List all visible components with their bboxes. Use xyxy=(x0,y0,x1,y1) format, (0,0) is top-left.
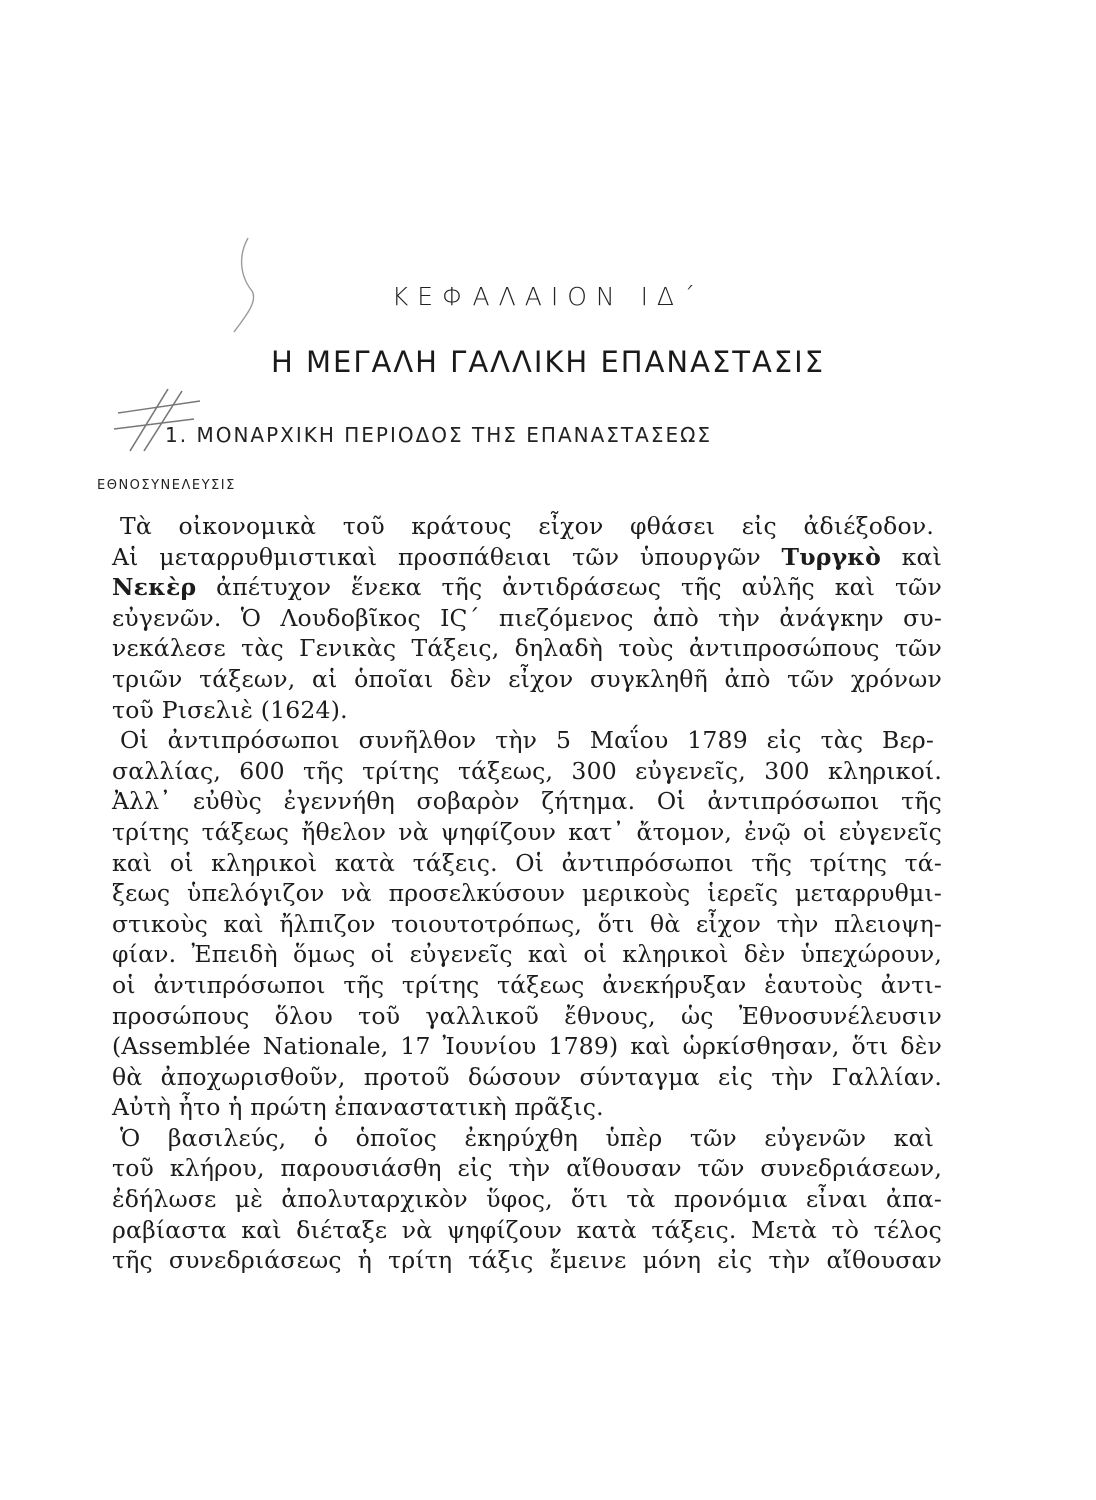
text-line: ἐδήλωσε μὲ ἀπολυταρχικὸν ὕφος, ὅτι τὰ προνόμια εἶναι ἀπα- xyxy=(112,1185,942,1214)
text-line: τοῦ κλήρου, παρουσιάσθη εἰς τὴν αἴθουσαν τῶν συνεδριάσεων, xyxy=(112,1154,942,1183)
text-line: σαλλίας, 600 τῆς τρίτης τάξεως, 300 εὐγενεῖς, 300 κληρικοί. xyxy=(112,756,942,785)
text-line: Ἀλλ᾽ εὐθὺς ἐγεννήθη σοβαρὸν ζήτημα. Οἱ ἀντιπρόσωποι τῆς xyxy=(112,787,942,816)
text-line: τρίτης τάξεως ἤθελον νὰ ψηφίζουν κατ᾽ ἄτομον, ἐνῷ οἱ εὐγενεῖς xyxy=(112,817,942,846)
text-line: ξεως ὑπελόγιζον νὰ προσελκύσουν μερικοὺς ἱερεῖς μεταρρυθμι- xyxy=(112,879,942,908)
text-line: Τὰ οἰκονομικὰ τοῦ κράτους εἶχον φθάσει εἰς ἀδιέξοδον. xyxy=(120,512,934,540)
margin-heading: ΕΘΝΟΣΥΝΕΛΕΥΣΙΣ xyxy=(97,478,236,493)
text-line: ραβίαστα καὶ διέταξε νὰ ψηφίζουν κατὰ τάξεις. Μετὰ τὸ τέλος xyxy=(112,1215,942,1244)
chapter-label: ΚΕΦΑΛΑΙΟΝ ΙΔ΄ xyxy=(391,282,705,311)
text-line: Νεκὲρ ἀπέτυχον ἕνεκα τῆς ἀντιδράσεως τῆς αὐλῆς καὶ τῶν xyxy=(112,573,942,602)
text-line: θὰ ἀποχωρισθοῦν, προτοῦ δώσουν σύνταγμα εἰς τὴν Γαλλίαν. xyxy=(112,1062,942,1091)
text-line: τοῦ Ρισελιὲ (1624). xyxy=(112,695,348,724)
text-line: Ὁ βασιλεύς, ὁ ὁποῖος ἐκηρύχθη ὑπὲρ τῶν εὐγενῶν καὶ xyxy=(120,1123,934,1152)
body-text xyxy=(112,511,942,1276)
text-line: τριῶν τάξεων, αἱ ὁποῖαι δὲν εἶχον συγκληθῆ ἀπὸ τῶν χρόνων xyxy=(112,664,942,693)
text-line: Αἱ μεταρρυθμιστικαὶ προσπάθειαι τῶν ὑπουργῶν Τυργκὸ καὶ xyxy=(112,542,942,571)
text-line: Οἱ ἀντιπρόσωποι συνῆλθον τὴν 5 Μαΐου 1789 εἰς τὰς Βερ- xyxy=(120,726,934,755)
text-line: φίαν. Ἐπειδὴ ὅμως οἱ εὐγενεῖς καὶ οἱ κληρικοὶ δὲν ὑπεχώρουν, xyxy=(112,940,942,969)
text-line: οἱ ἀντιπρόσωποι τῆς τρίτης τάξεως ἀνεκήρυξαν ἑαυτοὺς ἀντι- xyxy=(112,970,942,999)
text-line: προσώπους ὅλου τοῦ γαλλικοῦ ἔθνους, ὡς Ἐθνοσυνέλευσιν xyxy=(112,1001,942,1030)
text-line: (Assemblée Nationale, 17 Ἰουνίου 1789) καὶ ὡρκίσθησαν, ὅτι δὲν xyxy=(112,1032,942,1061)
text-line: νεκάλεσε τὰς Γενικὰς Τάξεις, δηλαδὴ τοὺς ἀντιπροσώπους τῶν xyxy=(112,634,942,663)
chapter-title: Η ΜΕΓΑΛΗ ΓΑΛΛΙΚΗ ΕΠΑΝΑΣΤΑΣΙΣ xyxy=(270,345,826,379)
text-line: στικοὺς καὶ ἤλπιζον τοιουτοτρόπως, ὅτι θὰ εἶχον τὴν πλειοψη- xyxy=(112,909,942,938)
text-line: καὶ οἱ κληρικοὶ κατὰ τάξεις. Οἱ ἀντιπρόσωποι τῆς τρίτης τά- xyxy=(112,848,942,877)
text-line: Αὐτὴ ἦτο ἡ πρώτη ἐπαναστατικὴ πρᾶξις. xyxy=(112,1093,604,1122)
text-line: εὐγενῶν. Ὁ Λουδοβῖκος ΙϚ΄ πιεζόμενος ἀπὸ τὴν ἀνάγκην συ- xyxy=(112,603,942,632)
text-line: τῆς συνεδριάσεως ἡ τρίτη τάξις ἔμεινε μόνη εἰς τὴν αἴθουσαν xyxy=(112,1246,942,1275)
section-heading: 1. ΜΟΝΑΡΧΙΚΗ ΠΕΡΙΟΔΟΣ ΤΗΣ ΕΠΑΝΑΣΤΑΣΕΩΣ xyxy=(165,423,713,447)
